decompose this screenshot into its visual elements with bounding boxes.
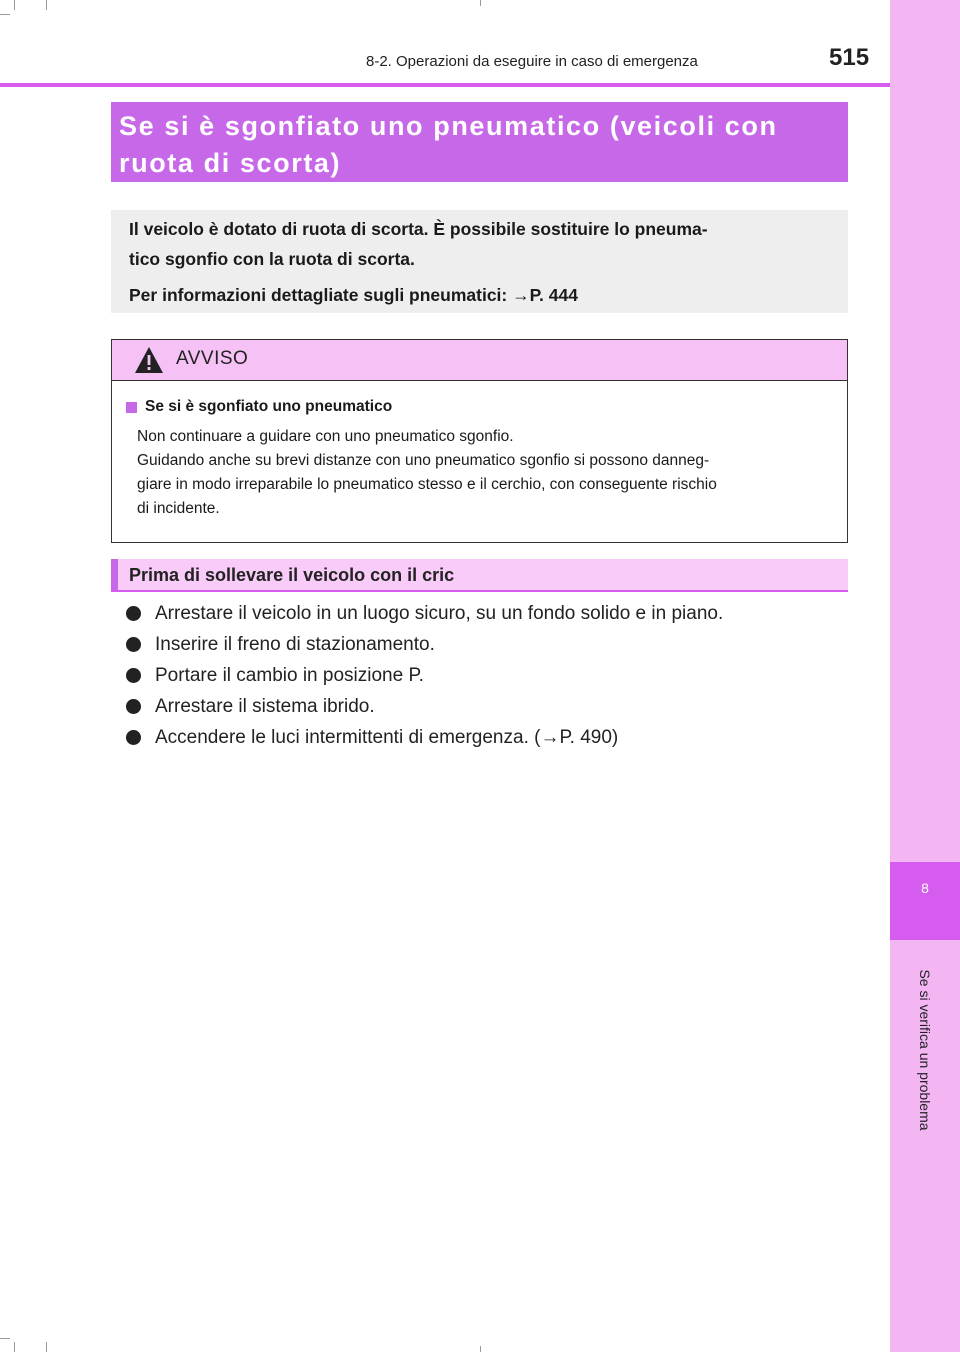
intro-box	[111, 210, 848, 313]
intro-line-1: Il veicolo è dotato di ruota di scorta. È possibile sostituire lo pneuma-	[129, 219, 708, 239]
warning-subheading-text: Se si è sgonfiato uno pneumatico	[145, 398, 393, 415]
list-item	[126, 598, 846, 629]
list-item	[126, 660, 846, 691]
list-item	[126, 722, 846, 753]
crop-mark	[46, 1342, 47, 1352]
warning-box	[111, 339, 848, 543]
bullet-dot-icon	[126, 699, 141, 714]
step-text: Arrestare il veicolo in un luogo sicuro, su un fondo solido e in piano.	[155, 602, 724, 624]
list-item	[126, 629, 846, 660]
intro-reference-link[interactable]: Per informazioni dettagliate sugli pneumatici: →P. 444	[129, 285, 578, 305]
chapter-number: 8	[921, 880, 929, 896]
subsection-accent-bar	[111, 559, 118, 590]
step-text: Inserire il freno di stazionamento.	[155, 633, 435, 655]
page-title-line-1: Se si è sgonfiato uno pneumatico (veicoli con	[119, 111, 778, 141]
chapter-tab-active	[890, 862, 960, 940]
intro-line-2: tico sgonfio con la ruota di scorta.	[129, 249, 415, 269]
warning-title: AVVISO	[176, 348, 249, 369]
warning-subheading	[126, 398, 833, 416]
crop-mark	[480, 1346, 481, 1352]
section-label: 8-2. Operazioni da eseguire in caso di emergenza	[366, 53, 698, 70]
warning-text-line-2: Guidando anche su brevi distanze con uno pneumatico sgonfio si possono danneg-	[137, 452, 710, 469]
steps-list	[126, 598, 846, 753]
bullet-dot-icon	[126, 606, 141, 621]
crop-mark	[480, 0, 481, 6]
warning-header	[112, 340, 847, 381]
step-text-with-reference[interactable]: Accendere le luci intermittenti di emergenza. (→P. 490)	[155, 726, 619, 748]
title-band	[111, 102, 848, 182]
crop-mark	[0, 1338, 10, 1339]
square-bullet-icon	[126, 402, 137, 413]
chapter-label: Se si verifica un problema	[917, 969, 933, 1131]
step-text: Arrestare il sistema ibrido.	[155, 695, 375, 717]
step-text: Portare il cambio in posizione P.	[155, 664, 424, 686]
subsection-header	[111, 559, 848, 592]
chapter-side-tab	[890, 0, 960, 1352]
crop-mark	[14, 1342, 15, 1352]
warning-triangle-icon	[134, 346, 164, 374]
subsection-title: Prima di sollevare il veicolo con il cric	[129, 565, 455, 585]
crop-mark	[0, 14, 10, 15]
bullet-dot-icon	[126, 730, 141, 745]
warning-text-line-1: Non continuare a guidare con uno pneumatico sgonfio.	[137, 428, 514, 445]
page-number: 515	[829, 44, 870, 71]
list-item	[126, 691, 846, 722]
crop-mark	[14, 0, 15, 10]
bullet-dot-icon	[126, 637, 141, 652]
warning-text-line-4: di incidente.	[137, 500, 220, 517]
warning-text-line-3: giare in modo irreparabile lo pneumatico stesso e il cerchio, con conseguente rischio	[137, 476, 717, 493]
page-title-line-2: ruota di scorta)	[119, 148, 342, 178]
warning-body	[112, 381, 847, 521]
crop-mark	[46, 0, 47, 10]
bullet-dot-icon	[126, 668, 141, 683]
header-rule	[0, 83, 890, 87]
